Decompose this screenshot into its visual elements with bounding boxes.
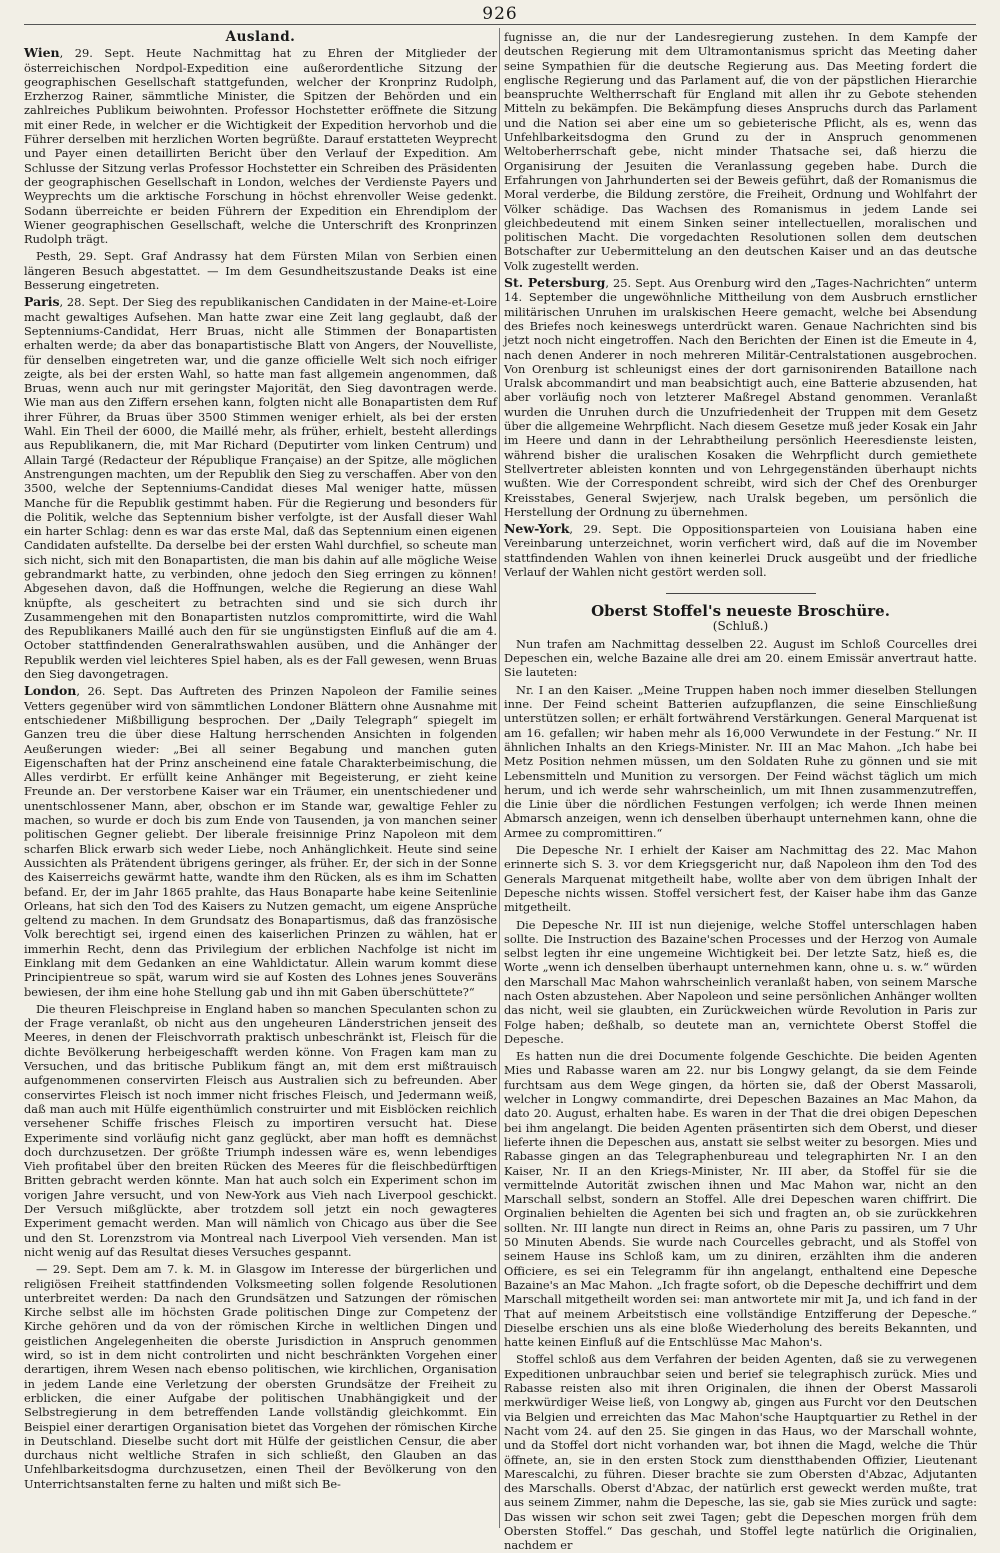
stoffel-paragraph: Nun trafen am Nachmittag desselben 22. August im Schloß Courcelles drei Depeschen ein, welche Bazaine alle drei am 20. einem Emissär anvertraut hatte. Sie lauteten: xyxy=(504,636,977,680)
article-paris-text: , 28. Sept. Der Sieg des republikanischen Candidaten in der Maine-et-Loire macht gewaltiges Aufsehen. Man hatte zwar eine Zeit lang geglaubt, daß der Septenniums-Candidat, Herr Bruas, nicht alle Stimmen der Bonapartisten erhalten werde; da aber das bonapartistische Blatt von Angers, der Nouvelliste, für denselben eingetreten war, und die ganze officielle Welt sich noch eifriger zeigte, als bei der ersten Wahl, so hatte man fast allgemein angenommen, daß Bruas, wenn auch nur mit geringster Majorität, den Sieg davontragen werde. Wie man aus den Ziffern ersehen kann, folgten nicht alle Bonapartisten dem Ruf ihrer Führer, da Bruas über 3500 Stimmen weniger erhielt, als bei der ersten Wahl. Ein Theil der 6000, die Maillé mehr, als früher, erhielt, besteht allerdings aus Republikanern, die, mit Mar Richard (Deputirter vom linken Centrum) und Allain Targé (Redacteur der République Française) an der Spitze, alle möglichen Anstrengungen machten, um der Republik den Sieg zu verschaffen. Aber von den 3500, welche der Septenniums-Candidat dieses Mal weniger hatte, müssen Manche für die Republik gestimmt haben. Für die Regierung und besonders für die Politik, welche das Septennium bisher verfolgte, ist der Ausfall dieser Wahl ein harter Schlag: denn es war das erste Mal, daß das Septennium einen eigenen Candidaten aufstellte. Da derselbe bei der ersten Wahl durchfiel, so scheute man sich nicht, sich mit den Bonapartisten, die man bis dahin auf alle mögliche Weise gebrandmarkt hatte, zu verbinden, ohne jedoch den Sieg erringen zu können! Abgesehen davon, daß die Hoffnungen, welche die Regierung an diese Wahl knüpfte, als gescheitert zu betrachten sind und sie sich durch ihr Zusammengehen mit den Bonapartisten nutzlos compromittirte, wird die Wahl des Republikaners Maillé auch den für sie ungünstigsten Einfluß auf die am 4. October stattfindenden Generalrathswahlen ausüben, und die Anhänger der Republik werden viel leichteres Spiel haben, als es der Fall gewesen, wenn Bruas den Sieg davongetragen. xyxy=(24,295,497,682)
article-london-text: , 26. Sept. Das Auftreten des Prinzen Napoleon der Familie seines Vetters gegenüber wird von sämmtlichen Londoner Blättern ohne Ausnahme mit entschiedener Mißbilligung besprochen. Der „Daily Telegraph“ spiegelt im Ganzen treu die über diese Haltung herrschenden Ansichten in folgenden Aeußerungen wieder: „Bei all seiner Begabung und manchen guten Eigenschaften hat der Prinz anscheinend eine fatale Charakterbeimischung, die Alles verdirbt. Er erfüllt keine Anhänger mit Begeisterung, er zieht keine Freunde an. Der verstorbene Kaiser war ein Träumer, ein unentschiedener und unentschlossener Mann, aber, obschon er im Stande war, gewaltige Fehler zu machen, so wurde er doch bis zum Ende von Tausenden, ja von manchen seiner politischen Gegner geliebt. Der liberale freisinnige Prinz Napoleon mit dem scharfen Blick erwarb sich weder Liebe, noch Anhänglichkeit. Heute sind seine Aussichten als Prätendent übrigens geringer, als früher. Er, der sich in der Sonne des Kaiserreichs gewärmt hatte, wandte ihm den Rücken, als es ihm im Schatten befand. Er, der im Jahr 1865 prahlte, das Haus Bonaparte habe keine Seitenlinie Orleans, hat sich den Tod des Kaisers zu Nutzen gemacht, um eigene Ansprüche geltend zu machen. In dem Grundsatz des Bonapartismus, daß das französische Volk berechtigt sei, irgend einen des kaiserlichen Prinzen zu wählen, hat er immerhin Recht, denn das Privilegium der erblichen Nachfolge ist nicht im Einklang mit dem Gedanken an eine Wahldictatur. Allein warum kommt diese Principientreue so spät, warum wird sie auf Kosten des Lohnes jenes Souveräns bewiesen, der ihm eine hohe Stellung gab und ihn mit Gaben überschüttete?“ xyxy=(24,684,497,999)
article-wien xyxy=(24,46,497,246)
right-column xyxy=(504,30,977,1553)
column-divider xyxy=(499,28,500,1528)
left-column xyxy=(24,30,497,1530)
dateline-petersburg: St. Petersburg xyxy=(504,275,606,291)
article-pesth: Pesth, 29. Sept. Graf Andrassy hat dem Fürsten Milan von Serbien einen längeren Besuch abgestattet. — Im dem Gesundheitszustande Deaks ist eine Besserung eingetreten. xyxy=(24,249,497,293)
article-petersburg-text: , 25. Sept. Aus Orenburg wird den „Tages-Nachrichten“ unterm 14. September die ungewöhnliche Mittheilung von dem Ausbruch ernstlicher militärischen Unruhen im uralskischen Heere gemacht, welche bei Absendung des Briefes noch keineswegs unterdrückt waren. Genaue Nachrichten sind bis jetzt noch nicht eingetroffen. Nach den Berichten der Einen ist die Emeute in 4, nach denen Anderer in noch mehreren Militär-Centralstationen ausgebrochen. Von Orenburg ist schleunigst eines der dort garnisonirenden Bataillone nach Uralsk abcommandirt und man beabsichtigt auch, eine Batterie abzusenden, hat aber vorläufig noch von letzterer Maßregel Abstand genommen. Veranlaßt wurden die Unruhen durch die Unzufriedenheit der Truppen mit dem Gesetz über die allgemeine Wehrpflicht. Nach diesem Gesetze muß jeder Kosak ein Jahr im Heere und dann in der Lehrabtheilung persönlich Heeresdienste leisten, während bisher die uralischen Kosaken die Wehrpflicht durch gemiethete Stellvertreter ableisten konnten und von Lehrgegenständen überhaupt nichts wußten. Wie der Correspondent schreibt, wird sich der Chef des Orenburger Kreisstabes, General Swjerjew, nach Uralsk begeben, um persönlich die Herstellung der Ordnung zu übernehmen. xyxy=(504,276,977,519)
dateline-newyork: New-York xyxy=(504,521,570,537)
stoffel-paragraph: Die Depesche Nr. I erhielt der Kaiser am Nachmittag des 22. Mac Mahon erinnerte sich S. 3. vor dem Kriegsgericht nur, daß Napoleon ihm den Tod des Generals Marquenat mitgetheilt habe, wollte aber von dem übrigen Inhalt der Depesche nichts wissen. Stoffel versichert fest, der Kaiser habe ihm das Ganze mitgetheilt. xyxy=(504,843,977,915)
page-number: 926 xyxy=(482,4,518,24)
section-title-ausland: Ausland. xyxy=(225,29,296,45)
article-paris xyxy=(24,295,497,681)
article-london xyxy=(24,684,497,999)
stoffel-paragraph: Die Depesche Nr. III ist nun diejenige, welche Stoffel unterschlagen haben sollte. Die Instruction des Bazaine'schen Processes und der Herzog von Aumale selbst legten ihr eine ungemeine Wichtigkeit bei. Der letzte Satz, hieß es, die Worte „wenn ich denselben überhaupt unternehmen kann, ohne u. s. w.“ würden den Marschall Mac Mahon wahrscheinlich veranlaßt haben, von seinem Marsche nach Osten abzustehen. Aber Napoleon und seine persönlichen Anhänger wollten das nicht, weil sie glaubten, ein Zurückweichen würde Revolution in Paris zur Folge haben; deßhalb, so deutete man an, vernichtete Oberst Stoffel die Depesche. xyxy=(504,917,977,1046)
stoffel-paragraph: Es hatten nun die drei Documente folgende Geschichte. Die beiden Agenten Mies und Rabasse waren am 22. nur bis Longwy gelangt, da sie dem Feinde furchtsam aus dem Wege gingen, da hörten sie, daß der Oberst Massaroli, welcher in Longwy commandirte, drei Depeschen Bazaines an Mac Mahon, da dato 20. August, erhalten habe. Es waren in der That die drei obigen Depeschen bei ihm angelangt. Die beiden Agenten präsentirten sich dem Oberst, und dieser lieferte ihnen die Depeschen aus, anstatt sie selbst weiter zu besorgen. Mies und Rabasse gingen an das Telegraphenbureau und telegraphirten Nr. I an den Kaiser, Nr. II an den Kriegs-Minister, Nr. III aber, da Stoffel für sie die vermittelnde Autorität zwischen ihnen und Mac Mahon war, nicht an den Marschall selbst, sondern an Stoffel. Alle drei Depeschen waren chiffrirt. Die Orginalien behielten die Agenten bei sich und fragten an, ob sie zurückkehren sollten. Nr. III langte nun direct in Reims an, ohne Paris zu passiren, um 7 Uhr 50 Minuten Abends. Sie wurde nach Courcelles gebracht, und als Stoffel von seinem Hause ins Schloß kam, um zu diniren, erzählten ihm die anderen Officiere, es sei ein Telegramm für ihn angelangt, enthaltend eine Depesche Bazaine's an Mac Mahon. „Ich fragte sofort, ob die Depesche dechiffrirt und dem Marschall mitgetheilt worden sei: man antwortete mir mit Ja, und ich fand in der That auf meinem Arbeitstisch eine vollständige Entzifferung der Depesche.“ Dieselbe erschien uns als eine bloße Wiederholung des bereits Bekannten, und hatte keinen Einfluß auf die Entschlüsse Mac Mahon's. xyxy=(504,1049,977,1350)
header-rule xyxy=(24,24,976,25)
article-glasgow: — 29. Sept. Dem am 7. k. M. in Glasgow im Interesse der bürgerlichen und religiösen Freiheit stattfindenden Volksmeeting sollen folgende Resolutionen unterbreitet werden: Da nach den Grundsätzen und Satzungen der römischen Kirche selbst alle im höchsten Grade politischen Dinge zur Competenz der Kirche gehören und da von der römischen Kirche in weltlichen Dingen und geistlichen Angelegenheiten die oberste Jurisdiction in Anspruch genommen wird, so ist in dem nicht controlirten und nicht beschränkten Vorgehen einer derartigen, ihrem Wesen nach ebenso politischen, wie kirchlichen, Organisation in jedem Lande eine Verletzung der obersten Grundsätze der Freiheit zu erblicken, die einer Aufgabe der politischen Unabhängigkeit und der Selbstregierung in dem betreffenden Lande vollständig gleichkommt. Ein Beispiel einer derartigen Organisation bietet das Vorgehen der römischen Kirche in Deutschland. Dieselbe sucht dort mit Hülfe der geistlichen Censur, die aber durchaus nicht weltliche Strafen in sich schließt, den Glauben an das Unfehlbarkeitsdogma durchzusetzen, einen Theil der Bevölkerung von den Unterrichtsanstalten ferne zu halten und mißt sich Be- xyxy=(24,1262,497,1491)
article-subtitle-schluss: (Schluß.) xyxy=(712,618,769,633)
article-separator xyxy=(666,593,816,594)
article-fleischpreise: Die theuren Fleischpreise in England haben so manchen Speculanten schon zu der Frage veranlaßt, ob nicht aus den ungeheuren Länderstrichen jenseit des Meeres, in denen der Fleischvorrath praktisch unbeschränkt ist, Fleisch für die dichte Bevölkerung herbeigeschafft werden könne. Von Fragen kam man zu Versuchen, und das britische Publikum fängt an, mit dem erst mißtrauisch aufgenommenen conservirten Fleisch aus Australien sich zu befreunden. Aber conservirtes Fleisch ist noch immer nicht frisches Fleisch, und Jedermann weiß, daß man auch mit Hülfe eigenthümlich construirter und mit Eisblöcken reichlich versehener Schiffe frisches Fleisch zu importiren versucht hat. Diese Experimente sind vorläufig nicht ganz geglückt, aber man hofft es demnächst doch durchzusetzen. Der größte Triumph indessen wäre es, wenn lebendiges Vieh profitabel über den breiten Rücken des Meeres für die fleischbedürftigen Britten gebracht werden könnte. Man hat auch solch ein Experiment schon im vorigen Jahre versucht, und von New-York aus Vieh nach Liverpool geschickt. Der Versuch mißglückte, aber trotzdem soll jetzt ein noch gewagteres Experiment gemacht werden. Man will nämlich von Chicago aus über die See und den St. Lorenzstrom via Montreal nach Liverpool Vieh versenden. Man ist nicht wenig auf das Resultat dieses Versuches gespannt. xyxy=(24,1001,497,1259)
stoffel-paragraph: Stoffel schloß aus dem Verfahren der beiden Agenten, daß sie zu verwegenen Expeditionen unbrauchbar seien und berief sie telegraphisch zurück. Mies und Rabasse reisten also mit ihren Originalen, die ihnen der Oberst Massaroli merkwürdiger Weise ließ, von Longwy ab, gingen aus Furcht vor den Deutschen via Belgien und erreichten das Mac Mahon'sche Hauptquartier zu Rethel in der Nacht vom 24. auf den 25. Sie gingen in das Haus, wo der Marschall wohnte, und da Stoffel dort nicht vorhanden war, bot ihnen die Magd, welche die Thür öffnete, an, sie in den ersten Stock zum dienstthabenden Offizier, Lieutenant Marescalchi, zu führen. Dieser brachte sie zum Obersten d'Abzac, Adjutanten des Marschalls. Oberst d'Abzac, der natürlich erst geweckt werden mußte, trat aus seinem Zimmer, nahm die Depesche, las sie, gab sie Mies zurück und sagte: Das wissen wir schon seit zwei Tagen; gebt die Depeschen morgen früh dem Obersten Stoffel.“ Das geschah, und Stoffel legte natürlich die Originalien, nachdem er xyxy=(504,1352,977,1553)
dateline-wien: Wien xyxy=(24,45,60,61)
article-newyork-text: , 29. Sept. Die Oppositionsparteien von Louisiana haben eine Vereinbarung unterzeichnet, worin verfichert wird, daß auf die im November stattfindenden Wahlen von ihnen keinerlei Druck ausgeübt und der friedliche Verlauf der Wahlen nicht gestört werden soll. xyxy=(504,522,977,579)
article-newyork xyxy=(504,522,977,579)
article-petersburg xyxy=(504,276,977,519)
stoffel-paragraph: Nr. I an den Kaiser. „Meine Truppen haben noch immer dieselben Stellungen inne. Der Feind scheint Batterien aufzupflanzen, die seine Einschließung unterstützen sollen; er erhält fortwährend Verstärkungen. General Marquenat ist am 16. gefallen; wir haben mehr als 16,000 Verwundete in der Festung.“ Nr. II ähnlichen Inhalts an den Kriegs-Minister. Nr. III an Mac Mahon. „Ich habe bei Metz Position nehmen müssen, um den Soldaten Ruhe zu gönnen und sie mit Lebensmitteln und Munition zu versorgen. Der Feind wächst täglich um mich herum, und ich werde sehr wahrscheinlich, um mit Ihnen zusammenzutreffen, die Linie über die nördlichen Festungen verfolgen; ich werde Ihnen meinen Abmarsch anzeigen, wenn ich denselben überhaupt unternehmen kann, ohne die Armee zu compromittiren.“ xyxy=(504,682,977,840)
article-title-stoffel: Oberst Stoffel's neueste Broschüre. xyxy=(591,602,890,621)
article-glasgow-continued: fugnisse an, die nur der Landesregierung zustehen. In dem Kampfe der deutschen Regierung mit dem Ultramontanismus spricht das Meeting daher seine Sympathien für die deutsche Regierung aus. Das Meeting fordert die englische Regierung und das Parlament auf, die von der päpstlichen Hierarchie beanspruchte Weltherrschaft für England mit allen ihr zu Gebote stehenden Mitteln zu bekämpfen. Die Bekämpfung dieses Anspruchs durch das Parlament und die Nation sei aber eine um so gebieterische Pflicht, als es, wenn das Unfehlbarkeitsdogma den Grund zu der in Anspruch genommenen Weltoberherrschaft gebe, nicht minder Thatsache sei, daß hierzu die Organisirung der Jesuiten die Veranlassung gegeben habe. Durch die Erfahrungen von Jahrhunderten sei der Beweis geführt, daß der Romanismus die Moral verderbe, die Bildung zerstöre, die Freiheit, Ordnung und Wohlfahrt der Völker schädige. Das Wachsen des Romanismus in jedem Lande sei gleichbedeutend mit einem Sinken seiner intellectuellen, moralischen und politischen Macht. Die vorgedachten Resolutionen sollen dem deutschen Botschafter zur Uebermittelung an den deutschen Kaiser und an das deutsche Volk zugestellt werden. xyxy=(504,30,977,273)
dateline-london: London xyxy=(24,683,77,699)
article-wien-text: , 29. Sept. Heute Nachmittag hat zu Ehren der Mitglieder der österreichischen Nordpol-Expedition eine außerordentliche Sitzung der geographischen Gesellschaft stattgefunden, welcher der Kronprinz Rudolph, Erzherzog Rainer, sämmtliche Minister, die Spitzen der Behörden und ein zahlreiches Publikum beiwohnten. Professor Hochstetter eröffnete die Sitzung mit einer Rede, in welcher er die Wichtigkeit der Expedition hervorhob und die Führer derselben mit herzlichen Worten begrüßte. Darauf erstatteten Weyprecht und Payer einen detaillirten Bericht über den Verlauf der Expedition. Am Schlusse der Sitzung verlas Professor Hochstetter ein Schreiben des Präsidenten der geographischen Gesellschaft in London, welches der Verdienste Payers und Weyprechts um die arktische Forschung in höchst ehrenvoller Weise gedenkt. Sodann überreichte er beiden Führern der Expedition ein Ehrendiplom der Wiener geographischen Gesellschaft, welche die Unterschrift des Kronprinzen Rudolph trägt. xyxy=(24,46,497,247)
dateline-paris: Paris xyxy=(24,294,60,310)
